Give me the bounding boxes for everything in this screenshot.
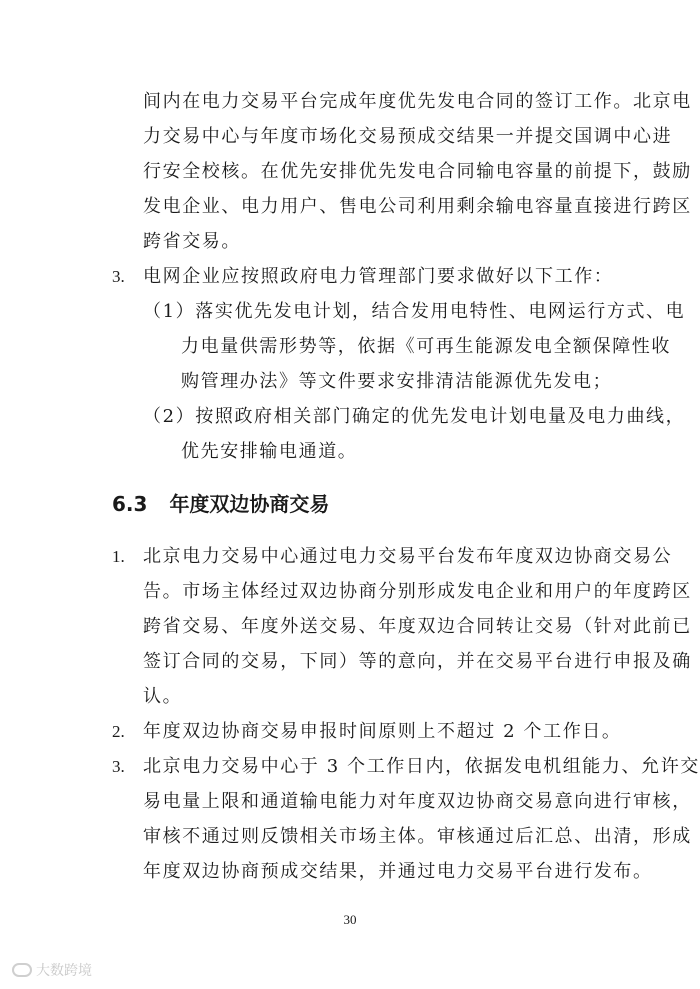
list-number: 1. [112, 547, 125, 566]
list-item-line: 认。 [143, 686, 183, 707]
list-item-line: 审核不通过则反馈相关市场主体。审核通过后汇总、出清，形成 [143, 826, 692, 847]
list-item-line: 签订合同的交易，下同）等的意向，并在交易平台进行申报及确 [143, 651, 692, 672]
sub-item-line: 力电量供需形势等，依据《可再生能源发电全额保障性收 [181, 336, 671, 357]
list-item-line: 北京电力交易中心通过电力交易平台发布年度双边协商交易公 [143, 546, 673, 567]
list-item-line: 年度双边协商预成交结果，并通过电力交易平台进行发布。 [143, 861, 653, 882]
list-item-line: 跨省交易、年度外送交易、年度双边合同转让交易（针对此前已 [143, 616, 692, 637]
paragraph-line: 发电企业、电力用户、售电公司利用剩余输电容量直接进行跨区 [143, 196, 692, 217]
paragraph-line: 跨省交易。 [143, 231, 241, 252]
list-item-text: 电网企业应按照政府电力管理部门要求做好以下工作： [143, 266, 614, 287]
list-item-line: 北京电力交易中心于 3 个工作日内，依据发电机组能力、允许交 [143, 756, 700, 777]
section-number: 6.3 [112, 492, 148, 516]
sub-item-line: 购管理办法》等文件要求安排清洁能源优先发电； [181, 371, 613, 392]
sub-item-line: （2）按照政府相关部门确定的优先发电计划电量及电力曲线， [143, 406, 686, 427]
section-heading [112, 490, 329, 518]
list-number: 2. [112, 722, 125, 741]
page-number: 30 [343, 912, 357, 927]
watermark [12, 960, 92, 980]
list-item-line: 年度双边协商交易申报时间原则上不超过 2 个工作日。 [143, 721, 622, 742]
sub-item-line: 优先安排输电通道。 [181, 441, 358, 462]
section-title: 年度双边协商交易 [169, 492, 330, 516]
sub-item-line: （1）落实优先发电计划，结合发用电特性、电网运行方式、电 [143, 301, 686, 322]
watermark-logo-icon [12, 963, 32, 977]
list-item-line: 易电量上限和通道输电能力对年度双边协商交易意向进行审核， [143, 791, 692, 812]
paragraph-line: 行安全校核。在优先安排优先发电合同输电容量的前提下，鼓励 [143, 161, 692, 182]
list-item-line: 告。市场主体经过双边协商分别形成发电企业和用户的年度跨区 [143, 581, 692, 602]
watermark-text: 大数跨境 [36, 963, 92, 979]
paragraph-line: 力交易中心与年度市场化交易预成交结果一并提交国调中心进 [143, 126, 673, 147]
paragraph-line: 间内在电力交易平台完成年度优先发电合同的签订工作。北京电 [143, 91, 692, 112]
list-number: 3. [112, 267, 125, 286]
list-number: 3. [112, 757, 125, 776]
